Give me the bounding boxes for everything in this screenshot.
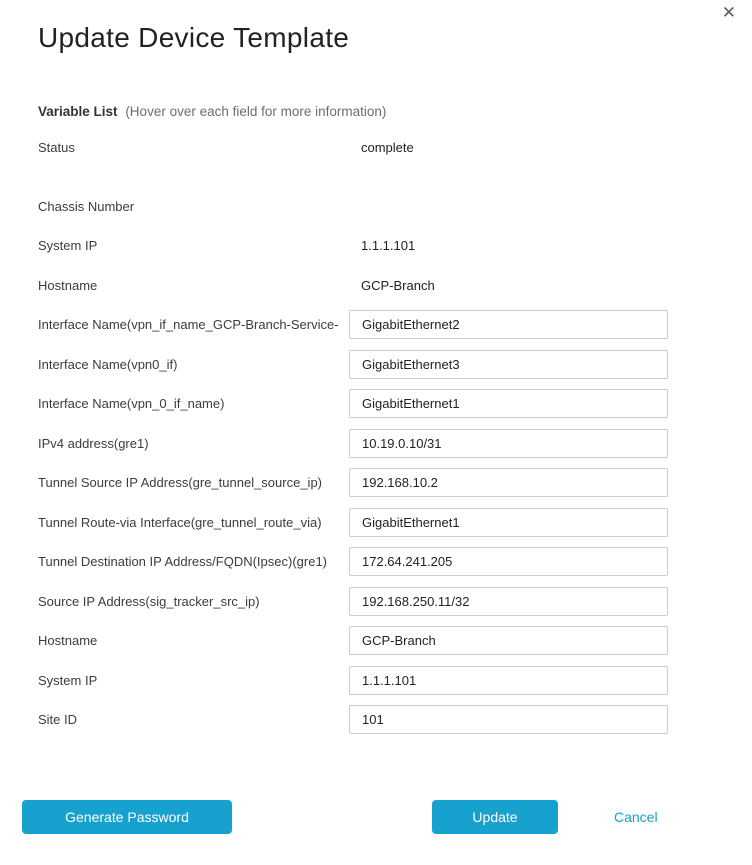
field-input-interface-name-vpn-0-if-name[interactable] [349,389,668,418]
field-value-wrap-site-id [349,705,668,734]
field-input-tunnel-source-ip-address-gre-tunnel-source-ip[interactable] [349,468,668,497]
field-value-system-ip: 1.1.1.101 [361,238,416,253]
field-value-wrap-system-ip [349,666,668,695]
field-value-wrap-interface-name-vpn-0-if-name [349,389,668,418]
field-input-site-id[interactable] [349,705,668,734]
field-row-tunnel-destination-ip-address-fqdn-ipsec-gre1 [38,547,668,576]
field-input-interface-name-vpn0-if[interactable] [349,350,668,379]
variable-list-header [38,103,714,120]
field-label-interface-name-vpn-if-name-gcp-branch-service: Interface Name(vpn_if_name_GCP-Branch-Service- [38,317,339,332]
field-label-chassis-number: Chassis Number [38,198,135,214]
field-value-wrap-tunnel-source-ip-address-gre-tunnel-source-ip [349,468,668,497]
field-value-hostname: GCP-Branch [361,277,435,293]
field-row-system-ip [38,666,668,695]
field-label-system-ip: System IP [38,238,98,253]
field-input-ipv4-address-gre1[interactable] [349,429,668,458]
field-input-tunnel-route-via-interface-gre-tunnel-route-via[interactable] [349,508,668,537]
dialog-title: Update Device Template [38,22,350,53]
field-row-chassis-number [38,192,668,221]
field-label-source-ip-address-sig-tracker-src-ip: Source IP Address(sig_tracker_src_ip) [38,593,260,609]
field-row-interface-name-vpn0-if [38,350,668,379]
field-row-status [38,133,668,162]
field-input-system-ip[interactable] [349,666,668,695]
field-row-site-id [38,705,668,734]
field-value-wrap-ipv4-address-gre1 [349,429,668,458]
field-value-status: complete [361,140,414,155]
dialog-footer [22,800,730,834]
field-label-hostname: Hostname [38,633,98,648]
field-label-interface-name-vpn-0-if-name: Interface Name(vpn_0_if_name) [38,396,225,411]
field-label-interface-name-vpn0-if: Interface Name(vpn0_if) [38,356,178,372]
variable-list-heading: Variable List [38,104,118,119]
field-row-interface-name-vpn-if-name-gcp-branch-service [38,310,668,339]
update-button[interactable]: Update [432,800,558,834]
field-input-interface-name-vpn-if-name-gcp-branch-service[interactable] [349,310,668,339]
cancel-button[interactable]: Cancel [614,809,658,825]
generate-password-button[interactable]: Generate Password [22,800,232,834]
field-row-interface-name-vpn-0-if-name [38,389,668,418]
field-value-wrap-interface-name-vpn0-if [349,350,668,379]
field-row-ipv4-address-gre1 [38,429,668,458]
field-row-hostname [38,626,668,655]
field-row-system-ip [38,231,668,260]
close-icon[interactable]: ✕ [721,3,736,22]
field-label-tunnel-destination-ip-address-fqdn-ipsec-gre1: Tunnel Destination IP Address/FQDN(Ipsec)(gre1) [38,554,328,569]
variable-list [38,133,668,734]
field-value-wrap-hostname [349,626,668,655]
field-label-site-id: Site ID [38,712,78,727]
field-label-ipv4-address-gre1: IPv4 address(gre1) [38,435,149,451]
field-row-tunnel-source-ip-address-gre-tunnel-source-ip [38,468,668,497]
field-label-system-ip: System IP [38,672,98,688]
variable-list-hint: (Hover over each field for more information) [125,104,387,119]
field-value-wrap-tunnel-route-via-interface-gre-tunnel-route-via [349,508,668,537]
field-input-source-ip-address-sig-tracker-src-ip[interactable] [349,587,668,616]
field-value-wrap-source-ip-address-sig-tracker-src-ip [349,587,668,616]
field-value-wrap-tunnel-destination-ip-address-fqdn-ipsec-gre1 [349,547,668,576]
field-value-wrap-interface-name-vpn-if-name-gcp-branch-service [349,310,668,339]
field-input-tunnel-destination-ip-address-fqdn-ipsec-gre1[interactable] [349,547,668,576]
field-label-status: Status [38,140,75,155]
field-row-tunnel-route-via-interface-gre-tunnel-route-via [38,508,668,537]
field-label-hostname: Hostname [38,277,98,293]
field-row-hostname [38,271,668,300]
field-row-source-ip-address-sig-tracker-src-ip [38,587,668,616]
field-label-tunnel-route-via-interface-gre-tunnel-route-via: Tunnel Route-via Interface(gre_tunnel_route_via) [38,514,322,530]
field-label-tunnel-source-ip-address-gre-tunnel-source-ip: Tunnel Source IP Address(gre_tunnel_source_ip) [38,475,323,490]
field-input-hostname[interactable] [349,626,668,655]
